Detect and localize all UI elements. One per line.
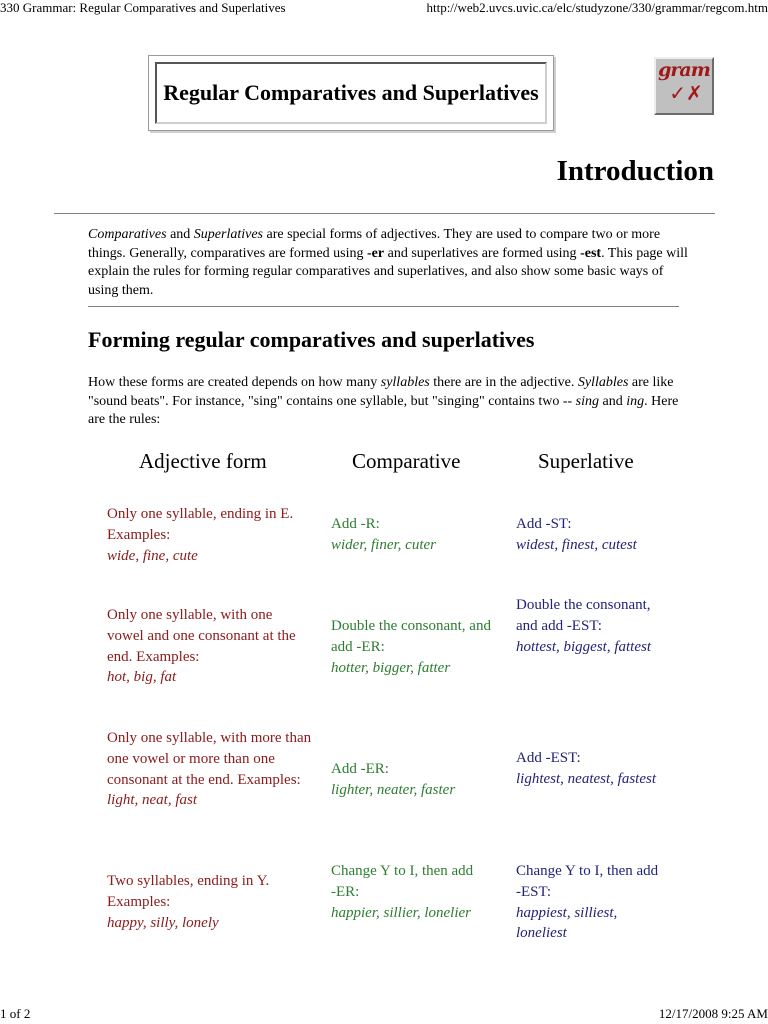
print-header-title: 330 Grammar: Regular Comparatives and Superlatives [0, 0, 286, 15]
row2-superlative-examples: hottest, biggest, fattest [516, 638, 651, 655]
row4-superlative-rule: Change Y to I, then add -EST: [516, 863, 659, 900]
forming-paragraph: How these forms are created depends on how many syllables there are in the adjective. Syllables are like "sound beats". For instance, "sing" contains one syllable, but "singing" contains two -- sing and ing. Here are the rules: [88, 375, 679, 427]
column-header-comparative: Comparative [352, 449, 461, 473]
term-superlatives: Superlatives [193, 227, 263, 242]
row4-comparative-rule: Change Y to I, then add -ER: [331, 863, 474, 900]
divider-top [54, 213, 715, 214]
row3-superlative-examples: lightest, neatest, fastest [516, 770, 656, 787]
row2-adjective-cell [107, 605, 312, 688]
term-syllables-capital: Syllables [577, 375, 629, 390]
print-header-url: http://web2.uvcs.uvic.ca/elc/studyzone/330/grammar/regcom.htm [426, 0, 768, 15]
check-cross-icon: ✓✗ [669, 81, 703, 105]
term-sing: sing [575, 393, 600, 409]
row1-adjective-rule: Only one syllable, ending in E. Examples: [107, 506, 294, 543]
row1-comparative-rule: Add -R: [331, 516, 380, 532]
suffix-er: -er [367, 245, 385, 261]
row4-adjective-examples: happy, silly, lonely [107, 914, 219, 931]
page-title: Regular Comparatives and Superlatives [163, 80, 539, 105]
row1-comparative-examples: wider, finer, cuter [331, 536, 436, 553]
row1-comparative-cell [331, 514, 501, 556]
column-header-superlative: Superlative [538, 449, 634, 473]
divider-mid [88, 306, 679, 307]
row3-adjective-cell [107, 728, 312, 811]
term-ing: ing [626, 393, 645, 409]
row3-comparative-cell [331, 759, 501, 801]
row2-superlative-rule: Double the consonant, and add -EST: [516, 597, 651, 634]
introduction-heading: Introduction [556, 155, 714, 187]
title-box [148, 55, 554, 131]
print-footer-date: 12/17/2008 9:25 AM [658, 1006, 768, 1021]
row3-adjective-examples: light, neat, fast [107, 792, 197, 809]
row1-superlative-examples: widest, finest, cutest [516, 536, 637, 553]
row2-comparative-rule: Double the consonant, and add -ER: [331, 618, 491, 655]
row2-comparative-examples: hotter, bigger, fatter [331, 659, 451, 676]
row1-superlative-rule: Add -ST: [516, 516, 572, 532]
row2-superlative-cell [516, 595, 666, 657]
row3-superlative-cell [516, 748, 656, 790]
row1-superlative-cell [516, 514, 696, 556]
print-footer-page: 1 of 2 [0, 1006, 31, 1021]
row3-comparative-rule: Add -ER: [331, 761, 389, 777]
suffix-est: -est [580, 245, 602, 261]
row4-comparative-examples: happier, sillier, lonelier [331, 904, 471, 921]
column-header-adjective: Adjective form [139, 449, 267, 473]
row2-adjective-rule: Only one syllable, with one vowel and one consonant at the end. Examples: [107, 607, 296, 665]
row4-comparative-cell [331, 861, 481, 923]
row1-adjective-cell [107, 504, 312, 566]
term-comparatives: Comparatives [88, 227, 167, 242]
row3-adjective-rule: Only one syllable, with more than one vowel or more than one consonant at the end. Examples: [107, 730, 312, 788]
row4-adjective-rule: Two syllables, ending in Y. Examples: [107, 873, 270, 910]
row3-superlative-rule: Add -EST: [516, 750, 581, 766]
title-box-inner [155, 62, 547, 124]
row4-superlative-cell [516, 861, 666, 944]
row3-comparative-examples: lighter, neater, faster [331, 781, 456, 798]
row4-superlative-examples: happiest, silliest, loneliest [516, 904, 618, 942]
term-syllables: syllables [380, 375, 430, 390]
row4-adjective-cell [107, 871, 312, 933]
gram-logo-text: gram [658, 59, 710, 81]
forming-heading: Forming regular comparatives and superlatives [88, 327, 535, 352]
row1-adjective-examples: wide, fine, cute [107, 547, 198, 564]
row2-adjective-examples: hot, big, fat [107, 669, 177, 686]
row2-comparative-cell [331, 616, 501, 678]
gram-logo [654, 57, 714, 115]
intro-paragraph: Comparatives and Superlatives are special forms of adjectives. They are used to compare two or more things. Generally, comparatives are formed using -er and superlatives are formed using -est. This page will explain the rules for forming regular comparatives and superlatives, and also show some basic ways of using them. [88, 227, 688, 298]
